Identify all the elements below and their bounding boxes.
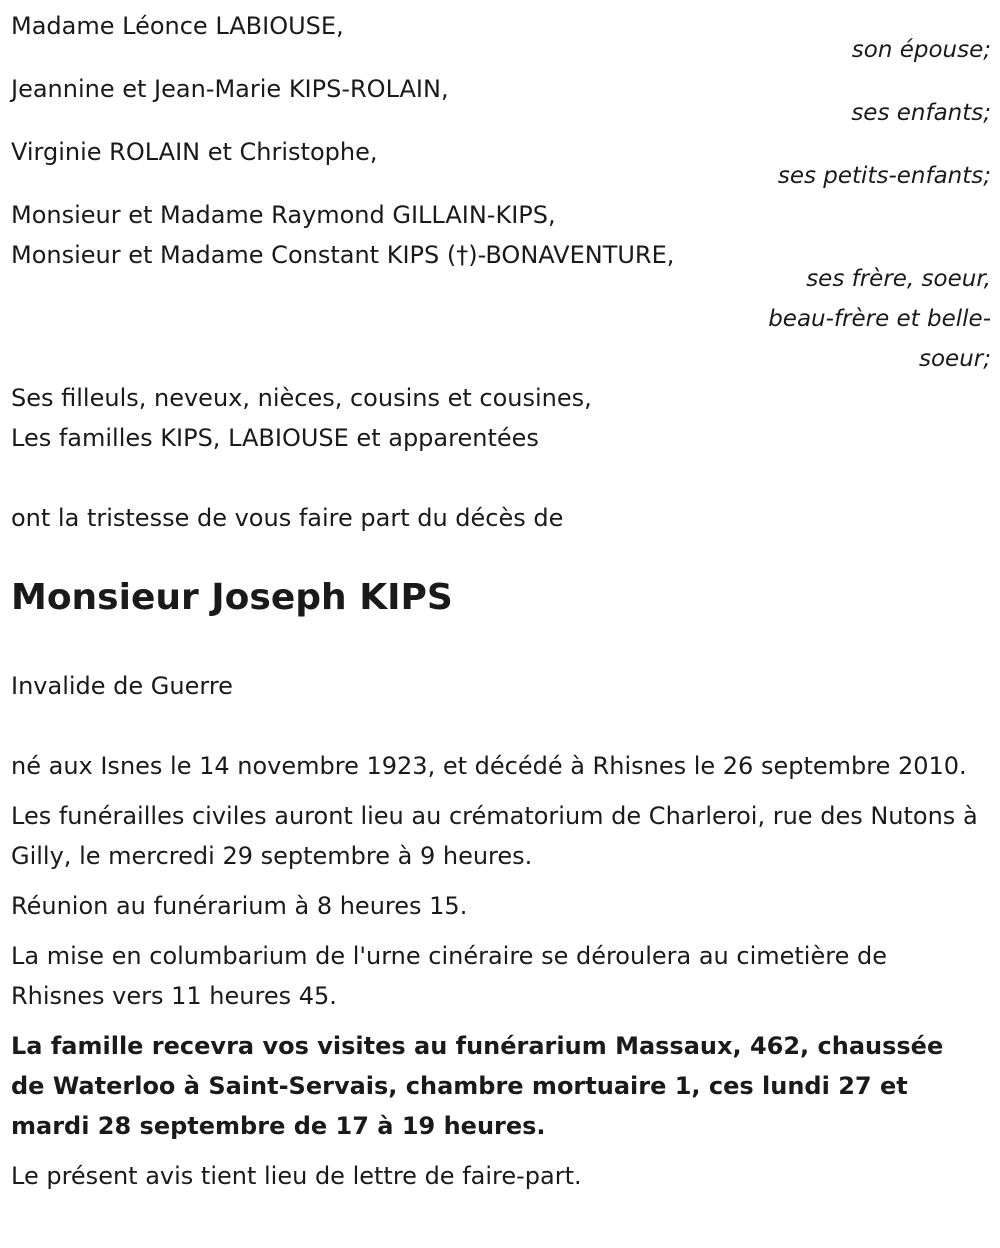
grandchildren-names: Virginie ROLAIN et Christophe, [11,138,378,166]
children-names: Jeannine et Jean-Marie KIPS-ROLAIN, [11,75,449,103]
visits-paragraph: La famille recevra vos visites au funérarium Massaux, 462, chaussée de Waterloo à Saint-Servais, chambre mortuaire 1, ces lundi 27 et mardi 28 septembre de 17 à 19 heures. [11,1032,944,1140]
notice-paragraph: Le présent avis tient lieu de lettre de faire-part. [11,1162,582,1190]
meeting-paragraph: Réunion au funérarium à 8 heures 15. [11,892,468,920]
deceased-name: Monsieur Joseph KIPS [11,577,453,618]
sibling-name-1: Monsieur et Madame Raymond GILLAIN-KIPS, [11,201,556,229]
family-group-siblings [11,195,991,379]
details [11,746,986,1196]
siblings-relation-line-1: ses frère, soeur, [806,266,991,292]
godchildren-line: Ses filleuls, neveux, nièces, cousins et cousines, [11,384,592,412]
spouse-relation: son épouse; [851,37,991,63]
siblings-relation-line-2: beau-frère et belle- [768,306,991,332]
siblings-relation-line-3: soeur; [919,346,991,372]
families-line: Les familles KIPS, LABIOUSE et apparentées [11,424,539,452]
sibling-name-2: Monsieur et Madame Constant KIPS (†)-BONAVENTURE, [11,241,675,269]
columbarium-paragraph: La mise en columbarium de l'urne cinéraire se déroulera au cimetière de Rhisnes vers 11 heures 45. [11,942,887,1010]
family-group-children [11,69,991,133]
family-group-spouse [11,6,991,70]
announcement: ont la tristesse de vous faire part du décès de [11,504,564,532]
spouse-name: Madame Léonce LABIOUSE, [11,12,344,40]
other-relatives [11,378,991,458]
children-relation: ses enfants; [851,100,991,126]
funeral-paragraph: Les funérailles civiles auront lieu au crématorium de Charleroi, rue des Nutons à Gilly, le mercredi 29 septembre à 9 heures. [11,802,978,870]
birth-death-paragraph: né aux Isnes le 14 novembre 1923, et décédé à Rhisnes le 26 septembre 2010. [11,752,967,780]
deceased-title: Invalide de Guerre [11,672,233,700]
family-group-grandchildren [11,132,991,196]
grandchildren-relation: ses petits-enfants; [777,163,991,189]
